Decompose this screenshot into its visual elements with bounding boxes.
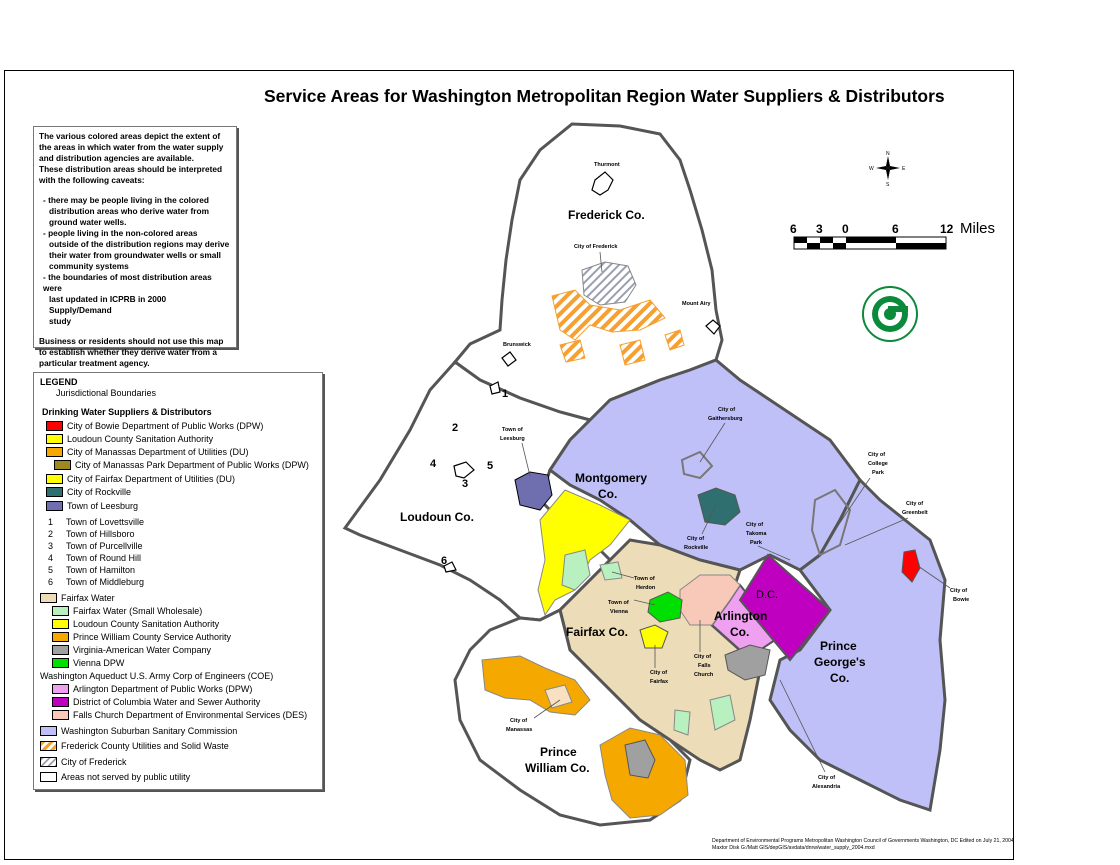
leesburg-area (515, 472, 552, 510)
note-line: with the following caveats: (39, 175, 145, 185)
legend-row-ff-va-american (52, 644, 211, 656)
town-number-6: 6 (441, 555, 448, 567)
label-loudoun-county: Loudoun Co. (400, 510, 474, 524)
legend-label: Fairfax Water (Small Wholesale) (73, 606, 203, 616)
legend-label: Arlington Department of Public Works (DPW) (73, 684, 253, 694)
scale-label: 6 (790, 222, 797, 236)
town-num: 4 (48, 553, 54, 563)
note-line: - there may be people living in the colored (43, 195, 209, 205)
legend-row-ff-small (52, 605, 202, 617)
note-line: Business or residents should not use this map (39, 336, 224, 346)
compass-e: E (902, 166, 906, 172)
legend (33, 372, 323, 790)
label-dc: D.C. (756, 589, 778, 601)
swatch (40, 593, 57, 603)
legend-label: City of Bowie Department of Public Works (DPW) (67, 421, 264, 431)
label-college-park-1: City of (868, 452, 886, 458)
north-arrow-icon (869, 151, 906, 188)
legend-row-arlington (52, 683, 252, 695)
legend-town-1 (48, 516, 144, 528)
label-greenbelt-1: City of (906, 501, 924, 507)
note-line: These distribution areas should be interpreted (39, 164, 223, 174)
swatch (46, 474, 63, 484)
town-number-2: 2 (452, 422, 459, 434)
compass-n: N (886, 151, 890, 157)
label-leesburg-1: Town of (502, 427, 523, 433)
legend-row-city-frederick (40, 756, 127, 768)
legend-label: Town of Hillsboro (66, 529, 135, 539)
label-falls-church-1: City of (694, 654, 712, 660)
label-vienna-2: Vienna (610, 609, 628, 615)
note-line: their water from groundwater wells or small (49, 250, 221, 260)
legend-label: Town of Round Hill (66, 553, 142, 563)
legend-row-loudoun-sanitation (46, 433, 213, 445)
label-montgomery-1: Montgomery (575, 471, 647, 485)
town-num: 6 (48, 577, 54, 587)
label-takoma-1: City of (746, 522, 764, 528)
legend-label: Washington Suburban Sanitary Commission (61, 726, 238, 736)
legend-label: Washington Aqueduct U.S. Army Corp of Engineers (COE) (40, 671, 274, 681)
label-mount-airy: Mount Airy (682, 301, 711, 307)
legend-label: Loudoun County Sanitation Authority (73, 619, 220, 629)
swatch (52, 632, 69, 642)
legend-label: City of Manassas Park Department of Public Works (DPW) (75, 460, 309, 470)
legend-row-not-served (40, 771, 190, 783)
label-alexandria-2: Alexandria (812, 784, 841, 790)
legend-label: Town of Middleburg (66, 577, 145, 587)
label-takoma-3: Park (750, 540, 762, 546)
legend-jurisdictional (56, 387, 156, 399)
label-herdon-1: Town of (634, 576, 655, 582)
label-pw-2: William Co. (525, 761, 590, 775)
label-takoma-2: Takoma (746, 531, 767, 537)
label-college-park-3: Park (872, 470, 884, 476)
note-line: last updated in ICPRB in 2000 Supply/Demand (49, 294, 167, 315)
legend-label: Town of Hamilton (66, 565, 136, 575)
legend-town-6 (48, 576, 144, 588)
note-line: distribution areas who derive water from (49, 206, 209, 216)
legend-row-ff-vienna (52, 657, 124, 669)
legend-row-ff-pw (52, 631, 231, 643)
legend-row-fairfax-du (46, 473, 235, 485)
label-gaithersburg-1: City of (718, 407, 736, 413)
swatch (52, 710, 69, 720)
legend-row-leesburg (46, 500, 138, 512)
credit-line-2: Maxtor Disk G:/Matt GIS/depGIS/avdata/dnrw/water_supply_2004.mxd (712, 845, 875, 851)
swatch (52, 606, 69, 616)
swatch (52, 658, 69, 668)
legend-label: Vienna DPW (73, 658, 125, 668)
gray-hatch-swatch (40, 757, 57, 767)
label-thurmont: Thurmont (594, 162, 620, 168)
swatch (54, 460, 71, 470)
note-line: The various colored areas depict the extent of (39, 131, 221, 141)
label-fairfax-city-2: Fairfax (650, 679, 669, 685)
legend-label: Virginia-American Water Company (73, 645, 212, 655)
legend-label: Falls Church Department of Environmental Services (DES) (73, 710, 308, 720)
label-gaithersburg-2: Gaithersburg (708, 416, 743, 422)
scale-label: 3 (816, 222, 823, 236)
label-falls-church-2: Falls (698, 663, 711, 669)
legend-town-4 (48, 552, 141, 564)
legend-label: Fairfax Water (61, 593, 115, 603)
compass-w: W (869, 166, 874, 172)
legend-row-manassas-park (54, 459, 309, 471)
swatch (46, 487, 63, 497)
legend-label: Town of Lovettsville (66, 517, 145, 527)
town-num: 1 (48, 517, 54, 527)
swatch (46, 447, 63, 457)
town-num: 3 (48, 541, 54, 551)
label-leesburg-2: Leesburg (500, 436, 525, 442)
legend-label: Jurisdictional Boundaries (56, 388, 157, 398)
legend-label: Frederick County Utilities and Solid Waste (61, 741, 229, 751)
legend-label: City of Fairfax Department of Utilities (DU) (67, 474, 236, 484)
scale-label: 12 (940, 222, 954, 236)
swatch (52, 645, 69, 655)
label-montgomery-2: Co. (598, 487, 618, 501)
note-line: community systems (49, 261, 129, 271)
legend-town-2 (48, 528, 135, 540)
legend-row-wssc (40, 725, 237, 737)
label-pg-1: Prince (820, 639, 857, 653)
legend-row-manassas (46, 446, 249, 458)
white-swatch (40, 772, 57, 782)
legend-row-frederick-utilities (40, 740, 229, 752)
legend-label: Areas not served by public utility (61, 772, 191, 782)
legend-row-ff-loudoun (52, 618, 219, 630)
swatch (52, 684, 69, 694)
legend-row-falls-church (52, 709, 307, 721)
note-line: and distribution agencies are available. (39, 153, 194, 163)
credit-line-1: Department of Environmental Programs Metropolitan Washington Council of Governments Washington, DC Edited on July 21, 2004 (712, 838, 1014, 844)
label-brunswick: Brunswick (503, 342, 531, 348)
caveat-note (33, 126, 237, 368)
note-line: - the boundaries of most distribution areas were (43, 272, 212, 293)
label-bowie-2: Bowie (953, 597, 970, 603)
note-line: ground water wells. (49, 217, 127, 227)
note-line: particular treatment agency. (39, 358, 150, 368)
legend-coe-heading (40, 670, 273, 682)
town-num: 2 (48, 529, 54, 539)
note-line: the areas in which water from the water supply (39, 142, 224, 152)
label-city-of-frederick: City of Frederick (574, 244, 618, 250)
compass-s: S (886, 182, 890, 188)
legend-town-3 (48, 540, 143, 552)
label-pg-2: George's (814, 655, 866, 669)
swatch (46, 501, 63, 511)
swatch (52, 619, 69, 629)
town-number-4: 4 (430, 458, 437, 470)
legend-label: City of Frederick (61, 757, 127, 767)
town-number-3: 3 (462, 478, 469, 490)
label-manassas-1: City of (510, 718, 528, 724)
legend-suppliers-heading: Drinking Water Suppliers & Distributors (42, 407, 212, 417)
legend-label: District of Columbia Water and Sewer Authority (73, 697, 261, 707)
legend-title: LEGEND (40, 377, 78, 387)
legend-row-fairfax-water (40, 592, 115, 604)
label-alexandria-1: City of (818, 775, 836, 781)
swatch (40, 726, 57, 736)
swatch (52, 697, 69, 707)
legend-label: Prince William County Service Authority (73, 632, 232, 642)
legend-label: Loudoun County Sanitation Authority (67, 434, 214, 444)
credit-text (712, 838, 1014, 852)
label-manassas-2: Manassas (506, 727, 533, 733)
orange-hatch-swatch (40, 741, 57, 751)
legend-row-rockville (46, 486, 131, 498)
scale-bar (794, 237, 946, 249)
label-pw-1: Prince (540, 745, 577, 759)
note-line: to establish whether they derive water from a (39, 347, 217, 357)
legend-label: Town of Purcellville (66, 541, 143, 551)
label-herdon-2: Herdon (636, 585, 656, 591)
legend-label: Town of Leesburg (67, 501, 139, 511)
legend-town-5 (48, 564, 135, 576)
legend-row-dc-water (52, 696, 260, 708)
scale-label: 0 (842, 222, 849, 236)
town-num: 5 (48, 565, 54, 575)
label-falls-church-3: Church (694, 672, 714, 678)
cog-logo-icon (863, 287, 917, 341)
label-arlington-1: Arlington (714, 609, 768, 623)
label-frederick-county: Frederick Co. (568, 208, 645, 222)
legend-label: City of Manassas Department of Utilities (DU) (67, 447, 249, 457)
swatch (46, 434, 63, 444)
town-number-5: 5 (487, 460, 494, 472)
scale-unit: Miles (960, 220, 996, 237)
scale-label: 6 (892, 222, 899, 236)
label-rockville-2: Rockville (684, 545, 709, 551)
label-fairfax-city-1: City of (650, 670, 668, 676)
note-line: outside of the distribution regions may derive (49, 239, 230, 249)
town-number-1: 1 (502, 388, 509, 400)
note-line: - people living in the non-colored areas (43, 228, 198, 238)
page-title: Service Areas for Washington Metropolitan Region Water Suppliers & Distributors (264, 86, 945, 106)
label-pg-3: Co. (830, 671, 850, 685)
note-line: study (49, 316, 72, 326)
swatch (46, 421, 63, 431)
label-rockville-1: City of (687, 536, 705, 542)
label-arlington-2: Co. (730, 625, 750, 639)
label-vienna-1: Town of (608, 600, 629, 606)
label-bowie-1: City of (950, 588, 968, 594)
legend-label: City of Rockville (67, 487, 132, 497)
label-fairfax-county: Fairfax Co. (566, 625, 629, 639)
legend-row-bowie (46, 420, 263, 432)
label-college-park-2: College (868, 461, 888, 467)
label-greenbelt-2: Greenbelt (902, 510, 928, 516)
